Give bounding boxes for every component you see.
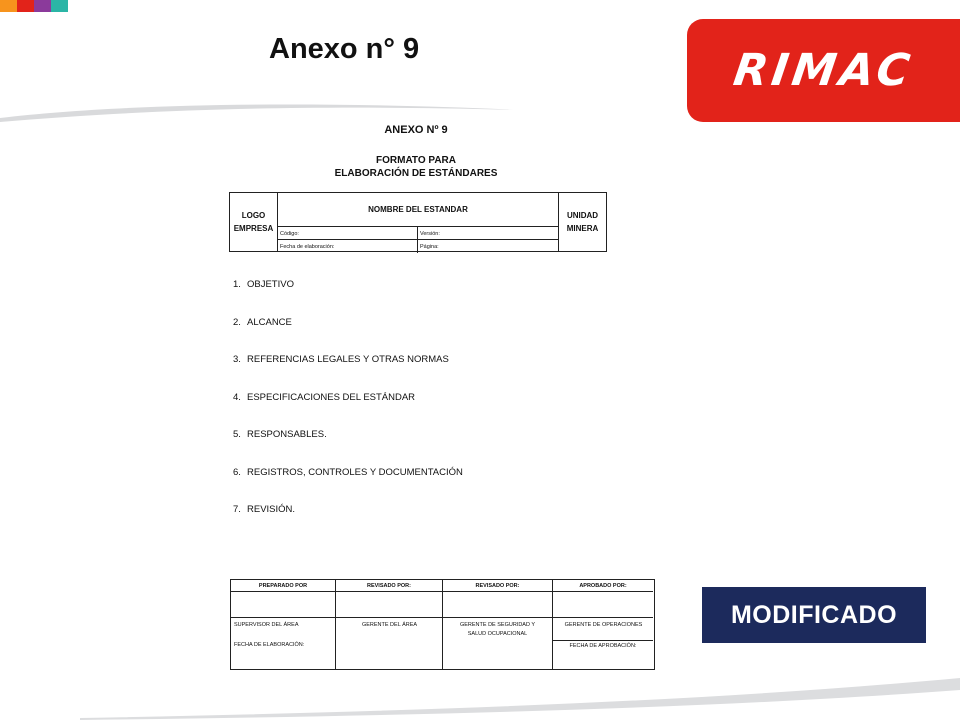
- signature-table: [230, 579, 655, 670]
- version-cell: Versión:: [420, 231, 440, 237]
- elaboration-date-field: FECHA DE ELABORACIÓN:: [234, 642, 305, 648]
- rimac-logo-text: RIMAC: [730, 45, 917, 96]
- list-item: [233, 392, 463, 430]
- code-version-row: [278, 227, 558, 240]
- section-label: REFERENCIAS LEGALES Y OTRAS NORMAS: [247, 354, 449, 365]
- strip-purple: [34, 0, 51, 12]
- strip-orange: [0, 0, 17, 12]
- unidad-minera-cell: [558, 193, 606, 251]
- list-item: [233, 354, 463, 392]
- minera-label: MINERA: [566, 224, 599, 233]
- signature-header: APROBADO POR:: [553, 580, 653, 592]
- signature-role: SUPERVISOR DEL ÁREA: [234, 622, 299, 628]
- section-number: 7.: [233, 504, 241, 515]
- section-number: 2.: [233, 316, 241, 328]
- signature-col-reviewed-2: [443, 580, 553, 669]
- logo-empresa-cell: [230, 193, 278, 251]
- signature-col-reviewed-1: [336, 580, 443, 669]
- signature-role: GERENTE DEL ÁREA: [361, 622, 418, 628]
- rimac-logo: [687, 19, 960, 122]
- list-item: [233, 279, 463, 317]
- empresa-label: EMPRESA: [233, 224, 274, 233]
- signature-col-prepared: [231, 580, 336, 669]
- section-number: 4.: [233, 391, 241, 403]
- signature-role: GERENTE DE OPERACIONES: [564, 622, 643, 628]
- approval-divider: [553, 640, 653, 641]
- signature-role: GERENTE DE SEGURIDAD Y SALUD OCUPACIONAL: [459, 622, 536, 637]
- modified-badge: MODIFICADO: [702, 587, 926, 643]
- section-label: REGISTROS, CONTROLES Y DOCUMENTACIÓN: [247, 466, 463, 478]
- strip-teal: [51, 0, 68, 12]
- brand-color-strip: [0, 0, 68, 12]
- section-label: OBJETIVO: [247, 279, 294, 290]
- decorative-swoosh-bottom: [0, 672, 960, 720]
- section-label: REVISIÓN.: [247, 504, 296, 515]
- document-format-title: [330, 154, 502, 180]
- signature-space: [336, 592, 442, 618]
- section-number: 6.: [233, 466, 241, 478]
- unidad-label: UNIDAD: [566, 211, 599, 220]
- document-header-table: [229, 192, 607, 252]
- standard-name-cell: NOMBRE DEL ESTANDAR: [278, 193, 558, 227]
- signature-space: [553, 592, 653, 618]
- list-item: [233, 429, 463, 467]
- elaboration-date-cell: Fecha de elaboración:: [278, 240, 418, 253]
- signature-space: [443, 592, 552, 618]
- section-label: ALCANCE: [247, 316, 292, 328]
- section-number: 3.: [233, 354, 241, 365]
- signature-header: PREPARADO POR: [231, 580, 335, 592]
- list-item: [233, 504, 463, 542]
- strip-red: [17, 0, 34, 12]
- list-item: [233, 467, 463, 505]
- format-title-line1: FORMATO PARA: [376, 155, 456, 166]
- format-title-line2: ELABORACIÓN DE ESTÁNDARES: [334, 168, 498, 179]
- section-number: 1.: [233, 279, 241, 290]
- document-section-list: [233, 279, 463, 542]
- list-item: [233, 317, 463, 355]
- signature-space: [231, 592, 335, 618]
- logo-label: LOGO: [241, 211, 266, 220]
- decorative-swoosh-top: [0, 96, 520, 122]
- signature-header: REVISADO POR:: [443, 580, 552, 592]
- signature-header: REVISADO POR:: [336, 580, 442, 592]
- section-label: RESPONSABLES.: [247, 429, 327, 440]
- page-cell: Página:: [420, 244, 439, 250]
- signature-col-approved: [553, 580, 653, 669]
- section-number: 5.: [233, 429, 241, 440]
- approval-date-field: FECHA DE APROBACIÓN:: [569, 643, 637, 649]
- slide-title: Anexo n° 9: [269, 33, 420, 65]
- date-page-row: [278, 240, 558, 253]
- document-annex-title: ANEXO Nº 9: [384, 124, 448, 136]
- code-cell: Código:: [278, 227, 418, 239]
- section-label: ESPECIFICACIONES DEL ESTÁNDAR: [247, 391, 416, 403]
